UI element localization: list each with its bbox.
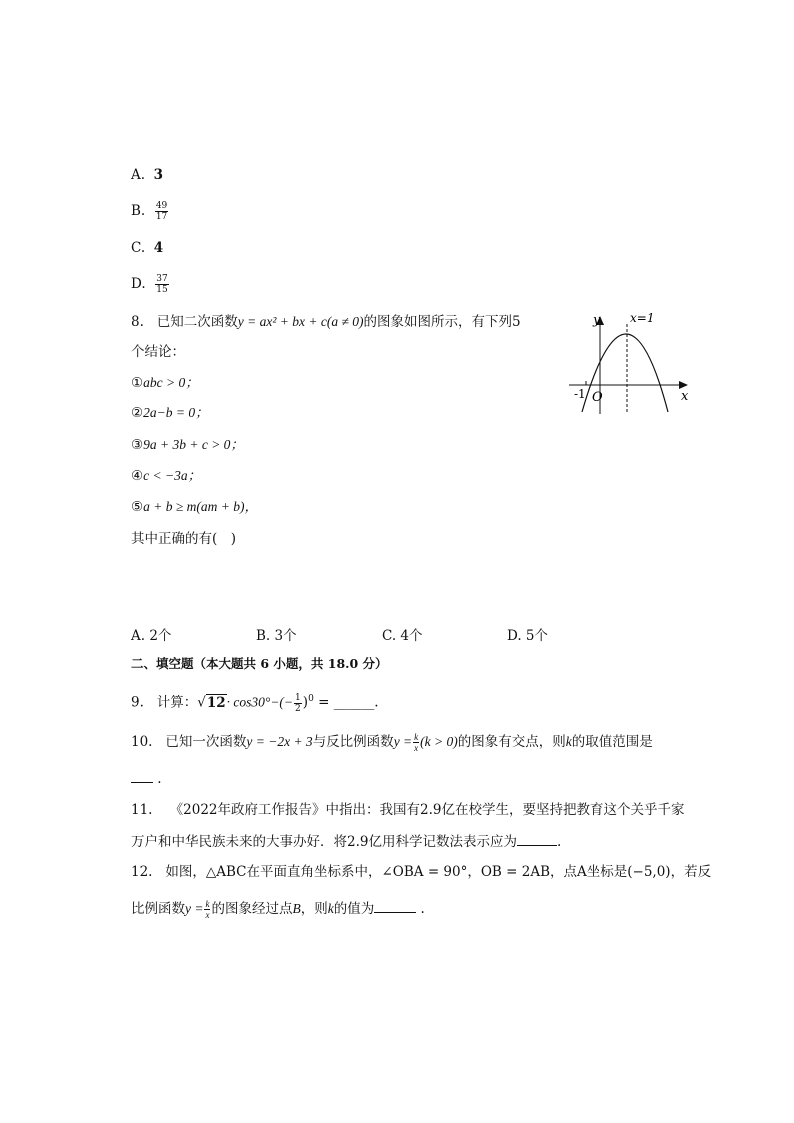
q10-kvar: k bbox=[565, 734, 572, 749]
q8-stem-pre: 已知二次函数 bbox=[156, 314, 238, 330]
q12-line1 bbox=[131, 862, 711, 882]
q10-blank bbox=[131, 768, 153, 783]
q10-inv-pre: y = bbox=[393, 734, 413, 749]
q8-conclusion-4 bbox=[131, 466, 201, 486]
q12-mid3: 的值为 bbox=[333, 901, 375, 917]
option-b-numerator: 49 bbox=[155, 201, 168, 211]
q12-inv-pre: y = bbox=[185, 901, 204, 916]
q12-point: B bbox=[292, 901, 301, 916]
q12-mid2: ，则 bbox=[300, 901, 328, 917]
q11-line1 bbox=[131, 800, 684, 820]
option-d-numerator: 37 bbox=[156, 274, 168, 284]
option-a-label: A. bbox=[131, 167, 146, 183]
q11-blank bbox=[517, 831, 557, 846]
q9-half bbox=[294, 693, 302, 714]
q8-stem bbox=[131, 312, 521, 332]
q12-k-fraction bbox=[204, 899, 210, 920]
q12-k-num: k bbox=[205, 899, 210, 909]
q12-line2 bbox=[131, 898, 425, 920]
q9-half-num: 1 bbox=[295, 692, 301, 703]
q11-line2 bbox=[131, 831, 561, 852]
q12-kvar: k bbox=[327, 901, 334, 916]
q10-mid3: 的取值范围是 bbox=[571, 734, 653, 750]
graph-x-label: x bbox=[681, 389, 689, 404]
q10 bbox=[131, 732, 653, 753]
q8-c5-mark: ⑤ bbox=[131, 499, 144, 515]
q9-pre: 计算： bbox=[156, 694, 198, 711]
option-b-label: B. bbox=[131, 203, 146, 219]
graph-origin: O bbox=[592, 390, 603, 405]
option-b-denominator: 17 bbox=[155, 212, 168, 222]
graph-axis-label: x=1 bbox=[630, 311, 655, 325]
q12-end: . bbox=[420, 901, 425, 917]
q12-mid: 的图象经过点 bbox=[211, 901, 293, 917]
option-a bbox=[131, 165, 163, 185]
q10-linear: y = −2x + 3 bbox=[246, 734, 313, 749]
q11-text2: 万户和中华民族未来的大事办好．将2.9亿用科学记数法表示应为 bbox=[131, 834, 517, 850]
q8-option-d: D. 5个 bbox=[507, 628, 549, 644]
q10-k-den: x bbox=[414, 743, 419, 753]
q8-number: 8. bbox=[131, 314, 144, 330]
q8-conclusion-2 bbox=[131, 403, 209, 423]
q8-c4-mark: ④ bbox=[131, 468, 144, 484]
option-d-denominator: 15 bbox=[156, 285, 168, 295]
option-a-value: 3 bbox=[153, 167, 164, 183]
q8-c3: 9a + 3b + c > 0； bbox=[143, 437, 244, 452]
option-d-label: D. bbox=[131, 276, 146, 292]
q10-answer-line bbox=[131, 768, 162, 789]
q10-end: . bbox=[157, 771, 162, 787]
q8-c2-mark: ② bbox=[131, 405, 144, 421]
q9-half-den: 2 bbox=[295, 703, 301, 714]
q9-power: 0 bbox=[308, 694, 314, 704]
q9: 9. 计算：√12· cos30°−(− $\frac{1}{2}$ )$^0$ = ______. bbox=[131, 692, 379, 714]
option-d-fraction bbox=[155, 274, 168, 295]
graph-neg-one: -1 bbox=[574, 387, 586, 401]
q12-k-den: x bbox=[205, 910, 210, 920]
q8-c4: c < −3a； bbox=[143, 468, 202, 483]
q11-end: . bbox=[556, 834, 562, 850]
q8-conclusion-3 bbox=[131, 435, 244, 455]
section-heading: 二、填空题（本大题共 6 小题，共 18.0 分） bbox=[131, 656, 388, 671]
option-c-value: 4 bbox=[153, 240, 164, 256]
q9-number: 9. bbox=[131, 694, 144, 711]
q11-text1: 《2022年政府工作报告》中指出：我国有2.9亿在校学生，要坚持把教育这个关乎千家 bbox=[169, 802, 685, 818]
q12-blank bbox=[374, 898, 416, 913]
q10-number: 10. bbox=[131, 734, 153, 750]
option-c bbox=[131, 238, 163, 258]
q8-option-c: C. 4个 bbox=[382, 628, 423, 644]
q10-cond: (k > 0) bbox=[420, 734, 458, 749]
q8-formula: y = ax² + bx + c(a ≠ 0) bbox=[237, 314, 364, 329]
option-b-fraction bbox=[155, 201, 168, 222]
q9-end: = ______. bbox=[318, 694, 379, 711]
q10-k-num: k bbox=[414, 732, 419, 742]
parabola-graph bbox=[565, 308, 695, 420]
q8-stem-line2: 个结论： bbox=[131, 344, 185, 360]
q10-pre: 已知一次函数 bbox=[165, 734, 247, 750]
q8-conclusion-1 bbox=[131, 373, 199, 393]
q10-mid1: 与反比例函数 bbox=[312, 734, 394, 750]
q8-c2: 2a−b = 0； bbox=[143, 405, 209, 420]
q12-text1: 如图，△ABC在平面直角坐标系中，∠OBA = 90°，OB = 2AB，点A坐标是(−5,0)，若反 bbox=[165, 864, 712, 880]
q8-option-a: A. 2个 bbox=[131, 628, 172, 644]
q9-sqrt-arg: 12 bbox=[206, 694, 226, 711]
graph-y-label: y bbox=[593, 313, 601, 328]
option-d bbox=[131, 274, 170, 295]
q8-option-b: B. 3个 bbox=[256, 628, 297, 644]
q8-c1-mark: ① bbox=[131, 375, 144, 391]
q8-conclusion-5 bbox=[131, 497, 258, 517]
q9-mid: · cos30°−(− bbox=[226, 694, 294, 710]
q8-c5: a + b ≥ m(am + b)， bbox=[143, 499, 258, 514]
q8-question: 其中正确的有( ) bbox=[131, 531, 237, 547]
q8-c1: abc > 0； bbox=[143, 375, 199, 390]
q12-pre: 比例函数 bbox=[131, 901, 185, 917]
q8-c3-mark: ③ bbox=[131, 437, 144, 453]
x-axis-arrow bbox=[679, 381, 688, 389]
q12-number: 12. bbox=[131, 864, 153, 880]
q11-number: 11. bbox=[131, 802, 153, 818]
q10-k-fraction bbox=[413, 732, 419, 753]
option-c-label: C. bbox=[131, 240, 146, 256]
q8-stem-post: 的图象如图所示，有下列5 bbox=[363, 314, 521, 330]
q10-mid2: 的图象有交点，则 bbox=[457, 734, 566, 750]
option-b bbox=[131, 201, 169, 222]
